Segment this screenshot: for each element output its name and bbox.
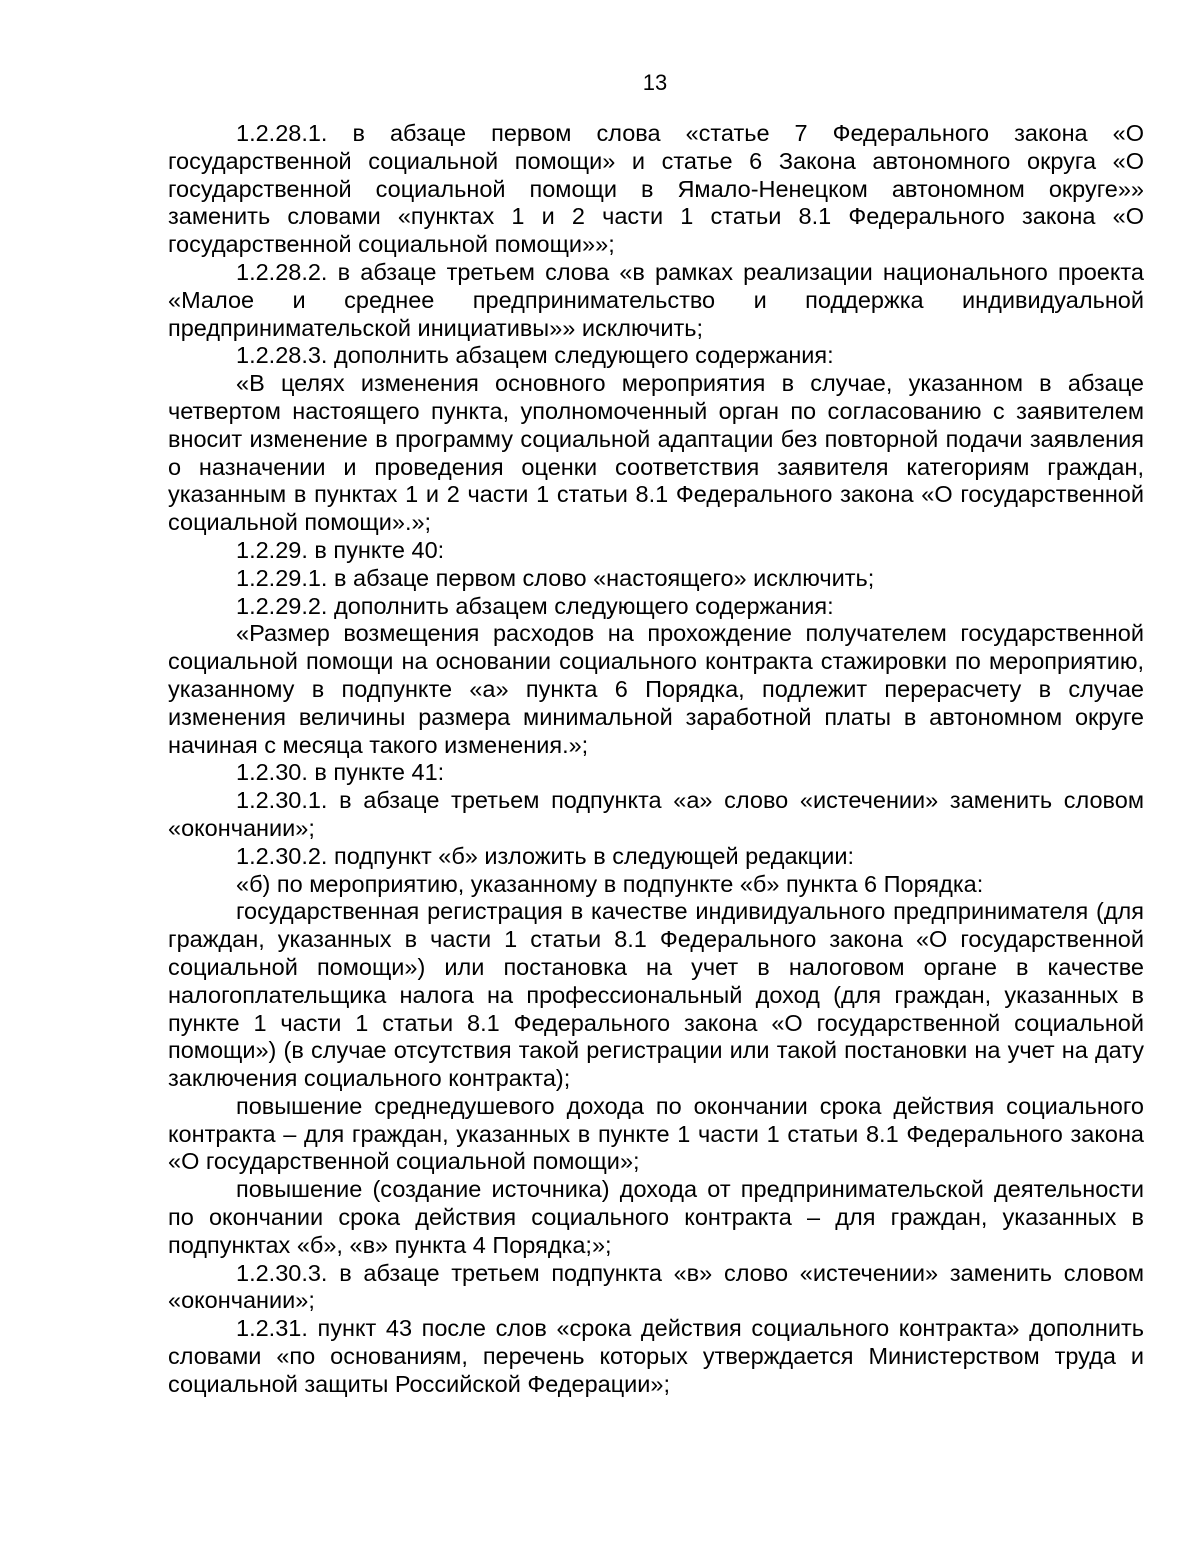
paragraph-income-increase: повышение среднедушевого дохода по окончании срока действия социального контракта – для граждан, указанных в пункте 1 части 1 статьи 8.1 Федерального закона «О государственной социальной помощи»; xyxy=(168,1092,1144,1175)
paragraph-business-income: повышение (создание источника) дохода от предпринимательской деятельности по окончании срока действия социального контракта – для граждан, указанных в подпунктах «б», «в» пункта 4 Порядка;»; xyxy=(168,1176,1144,1258)
paragraph-state-registration: государственная регистрация в качестве индивидуального предпринимателя (для граждан, указанных в части 1 статьи 8.1 Федерального закона «О государственной социальной помощи») или постановка на учет в налоговом органе в качестве налогоплательщика налога на профессиональный доход (для граждан, указанных в пункте 1 части 1 статьи 8.1 Федерального закона «О государственной социальной помощи») (в случае отсутствия такой регистрации или такой постановки на учет на дату заключения социального контракта); xyxy=(168,898,1144,1092)
document-body xyxy=(168,120,1144,1399)
paragraph-1-2-28-2: 1.2.28.2. в абзаце третьем слова «в рамках реализации национального проекта «Малое и среднее предпринимательство и поддержка индивидуальной предпринимательской инициативы»» исключить; xyxy=(168,258,1144,341)
paragraph-1-2-29-2: 1.2.29.2. дополнить абзацем следующего содержания: xyxy=(236,592,834,619)
paragraph-1-2-30-2: 1.2.30.2. подпункт «б» изложить в следующей редакции: xyxy=(236,842,855,869)
paragraph-1-2-29: 1.2.29. в пункте 40: xyxy=(236,536,445,563)
paragraph-1-2-30-1: 1.2.30.1. в абзаце третьем подпункта «а» слово «истечении» заменить словом «окончании»; xyxy=(168,787,1144,841)
paragraph-1-2-28-3: 1.2.28.3. дополнить абзацем следующего содержания: xyxy=(236,342,834,369)
paragraph-subpoint-b: «б) по мероприятию, указанному в подпункте «б» пункта 6 Порядка: xyxy=(236,870,984,897)
paragraph-1-2-28-1: 1.2.28.1. в абзаце первом слова «статье 7 Федерального закона «О государственной социальной помощи» и статье 6 Закона автономного округа «О государственной социальной помощи в Ямало-Ненецком автономном округе»» заменить словами «пунктах 1 и 2 части 1 статьи 8.1 Федерального закона «О государственной социальной помощи»»; xyxy=(168,120,1144,258)
paragraph-1-2-29-1: 1.2.29.1. в абзаце первом слово «настоящего» исключить; xyxy=(236,564,875,591)
paragraph-quote-adaptation: «В целях изменения основного мероприятия в случае, указанном в абзаце четвертом настоящего пункта, уполномоченный орган по согласованию с заявителем вносит изменение в программу социальной адаптации без повторной подачи заявления о назначении и проведения оценки соответствия заявителя категориям граждан, указанным в пунктах 1 и 2 части 1 статьи 8.1 Федерального закона «О государственной социальной помощи».»; xyxy=(168,370,1144,536)
paragraph-quote-reimbursement: «Размер возмещения расходов на прохождение получателем государственной социальной помощи на основании социального контракта стажировки по мероприятию, указанному в подпункте «а» пункта 6 Порядка, подлежит перерасчету в случае изменения величины размера минимальной заработной платы в автономном округе начиная с месяца такого изменения.»; xyxy=(168,620,1144,758)
paragraph-1-2-30-3: 1.2.30.3. в абзаце третьем подпункта «в» слово «истечении» заменить словом «окончании»; xyxy=(168,1259,1144,1314)
paragraph-1-2-31: 1.2.31. пункт 43 после слов «срока действия социального контракта» дополнить словами «по основаниям, перечень которых утверждается Министерством труда и социальной защиты Российской Федерации»; xyxy=(168,1315,1144,1397)
paragraph-1-2-30: 1.2.30. в пункте 41: xyxy=(236,759,445,786)
page-number: 13 xyxy=(642,70,668,95)
